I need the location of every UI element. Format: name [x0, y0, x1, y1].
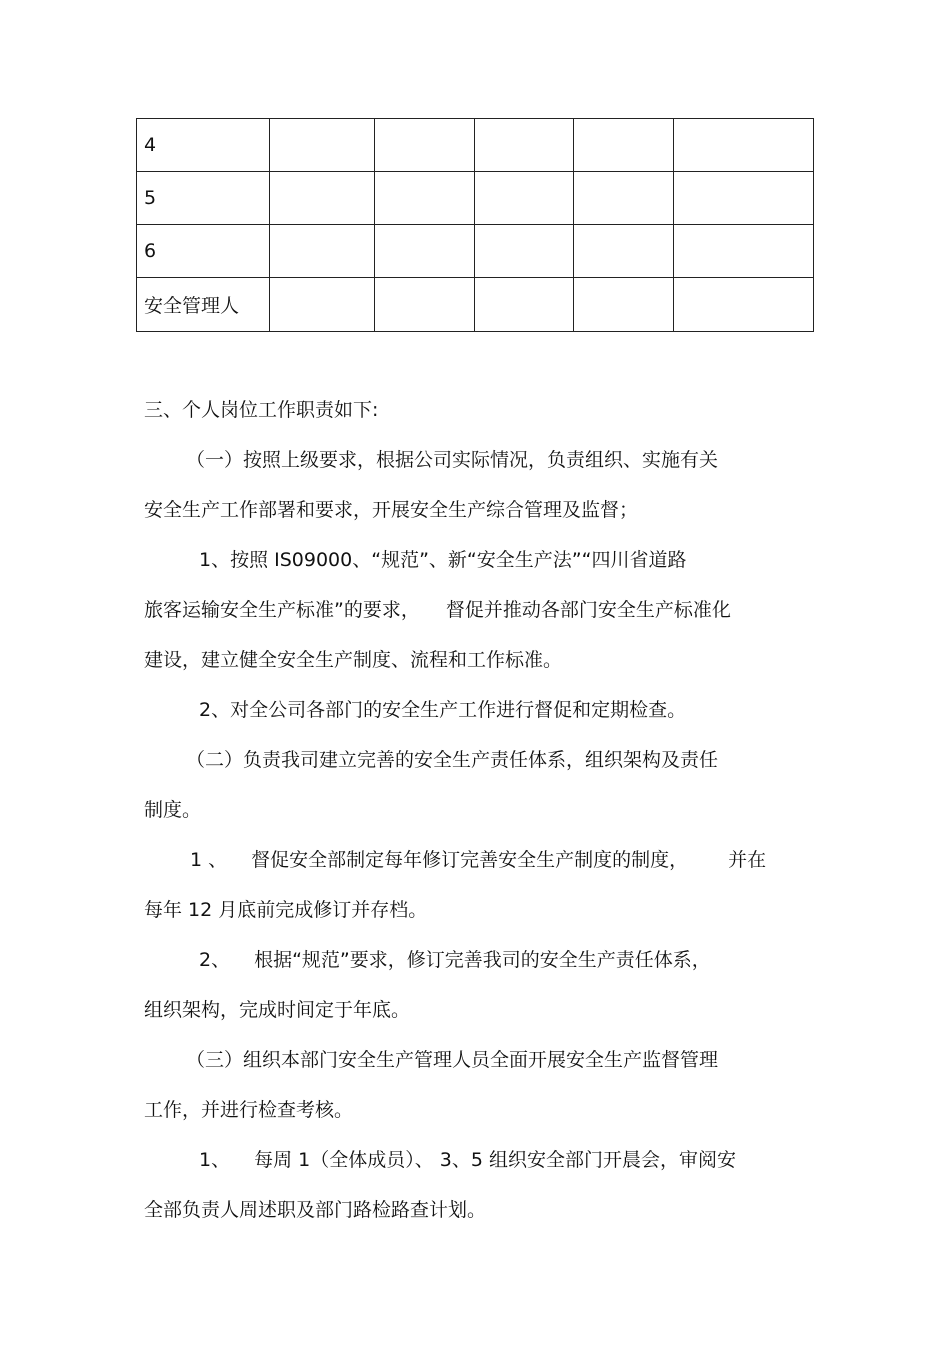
paragraph-line: 制度。 [144, 799, 202, 821]
paragraph-line: （二）负责我司建立完善的安全生产责任体系，组织架构及责任 [186, 749, 719, 771]
row-label: 4 [137, 119, 270, 172]
paragraph-line: 建设，建立健全安全生产制度、流程和工作标准。 [144, 649, 563, 671]
text-segment: 督促并推动各部门安全生产标准化 [445, 599, 731, 621]
table-cell [574, 172, 674, 225]
text-segment: 旅客运输安全生产标准”的要求， [144, 599, 420, 621]
table-cell [375, 278, 475, 332]
table-row [137, 172, 814, 225]
paragraph-line: 每年 12 月底前完成修订并存档。 [144, 899, 428, 921]
section-heading: 三、个人岗位工作职责如下: [144, 399, 379, 421]
text-segment: 2、 [199, 949, 231, 971]
table-cell [674, 119, 814, 172]
table-cell [574, 225, 674, 278]
table-cell [674, 278, 814, 332]
paragraph-line: （三）组织本部门安全生产管理人员全面开展安全生产监督管理 [186, 1049, 719, 1071]
table-cell [375, 119, 475, 172]
paragraph-line: 2、对全公司各部门的安全生产工作进行督促和定期检查。 [199, 699, 687, 721]
table-cell [375, 172, 475, 225]
paragraph-line: 1、按照 IS09000、“规范”、新“安全生产法”“四川省道路 [199, 549, 687, 571]
table-row [137, 278, 814, 332]
text-segment: 根据“规范”要求，修订完善我司的安全生产责任体系， [254, 949, 711, 971]
paragraph-line [199, 1147, 736, 1173]
text-segment: 并在 [728, 849, 767, 871]
table-row [137, 119, 814, 172]
table-cell [475, 225, 574, 278]
paragraph-line: 全部负责人周述职及部门路检路查计划。 [144, 1199, 487, 1221]
table-cell [475, 278, 574, 332]
paragraph-line: 安全生产工作部署和要求，开展安全生产综合管理及监督； [144, 499, 639, 521]
text-segment: 每周 1（全体成员）、 3、5 组织安全部门开晨会，审阅安 [254, 1149, 736, 1171]
table-cell [270, 119, 375, 172]
paragraph-line [199, 947, 711, 973]
paragraph-line: 工作，并进行检查考核。 [144, 1099, 354, 1121]
table-cell [574, 278, 674, 332]
row-label: 6 [137, 225, 270, 278]
table-cell [270, 225, 375, 278]
table-cell [674, 225, 814, 278]
table-cell [674, 172, 814, 225]
responsibility-table [136, 118, 814, 332]
table-cell [375, 225, 475, 278]
text-segment: 1 、 [190, 849, 228, 871]
paragraph-line: （一）按照上级要求，根据公司实际情况，负责组织、实施有关 [186, 449, 719, 471]
paragraph-line [190, 847, 766, 873]
table-cell [475, 172, 574, 225]
table-cell [574, 119, 674, 172]
table-cell [270, 278, 375, 332]
row-label: 安全管理人 [137, 278, 270, 332]
table-row [137, 225, 814, 278]
paragraph-line: 组织架构，完成时间定于年底。 [144, 999, 411, 1021]
text-segment: 1、 [199, 1149, 231, 1171]
row-label: 5 [137, 172, 270, 225]
table-cell [270, 172, 375, 225]
paragraph-line [144, 597, 731, 623]
text-segment: 督促安全部制定每年修订完善安全生产制度的制度， [251, 849, 689, 871]
table-cell [475, 119, 574, 172]
